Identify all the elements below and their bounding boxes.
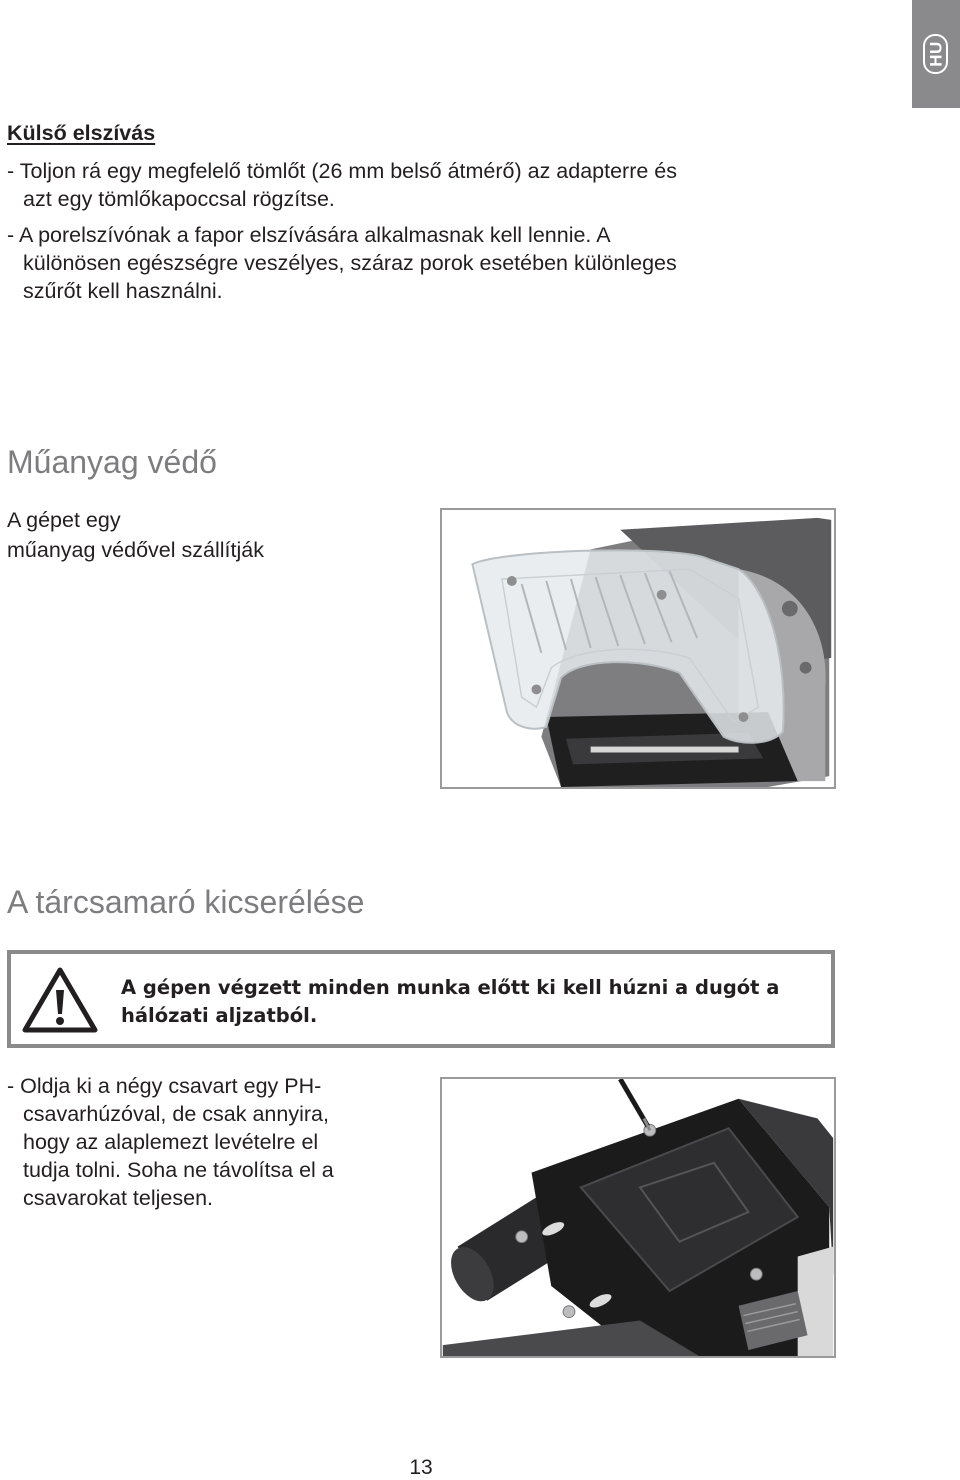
- bullet-line: Toljon rá egy megfelelő tömlőt (26 mm belső átmérő) az adapterre és: [19, 159, 678, 183]
- step-line: csavarokat teljesen.: [23, 1186, 214, 1210]
- warning-triangle-icon: [21, 966, 99, 1034]
- plastic-guard-heading: Műanyag védő: [7, 444, 217, 480]
- bullet-dash: -: [7, 223, 15, 247]
- step-line: hogy az alaplemezt levételre el: [23, 1130, 319, 1154]
- warning-box: [7, 950, 835, 1048]
- bullet-line: szűrőt kell használni.: [23, 279, 223, 303]
- bullet-dash: -: [7, 159, 15, 183]
- external-extraction-heading: Külső elszívás: [7, 121, 156, 145]
- page-number: 13: [409, 1456, 433, 1479]
- step-item: [7, 1072, 417, 1212]
- bullet-item: [7, 221, 867, 305]
- language-badge: [923, 34, 948, 74]
- plastic-guard-line: műanyag védővel szállítják: [7, 538, 264, 562]
- plastic-guard-text: [7, 505, 264, 565]
- warning-line: hálózati aljzatból.: [121, 1004, 318, 1027]
- bullet-line: azt egy tömlőkapoccsal rögzítse.: [23, 187, 335, 211]
- warning-text: [121, 974, 821, 1030]
- plastic-guard-line: A gépet egy: [7, 508, 121, 532]
- blade-replacement-heading: A tárcsamaró kicserélése: [7, 884, 365, 920]
- warning-line: A gépen végzett minden munka előtt ki kell húzni a dugót a: [121, 976, 780, 999]
- step-line: csavarhúzóval, de csak annyira,: [23, 1102, 329, 1126]
- bullet-line: különösen egészségre veszélyes, száraz porok esetében különleges: [23, 251, 677, 275]
- plastic-guard-photo: [440, 508, 836, 789]
- step-line: Oldja ki a négy csavart egy PH-: [20, 1074, 322, 1098]
- step-line: tudja tolni. Soha ne távolítsa el a: [23, 1158, 334, 1182]
- language-label: HU: [926, 41, 945, 67]
- bullet-item: [7, 157, 867, 213]
- language-tab: [912, 0, 960, 108]
- bullet-line: A porelszívónak a fapor elszívására alkalmasnak kell lennie. A: [18, 223, 611, 247]
- base-plate-screws-photo: [440, 1077, 836, 1358]
- step-dash: -: [7, 1074, 15, 1098]
